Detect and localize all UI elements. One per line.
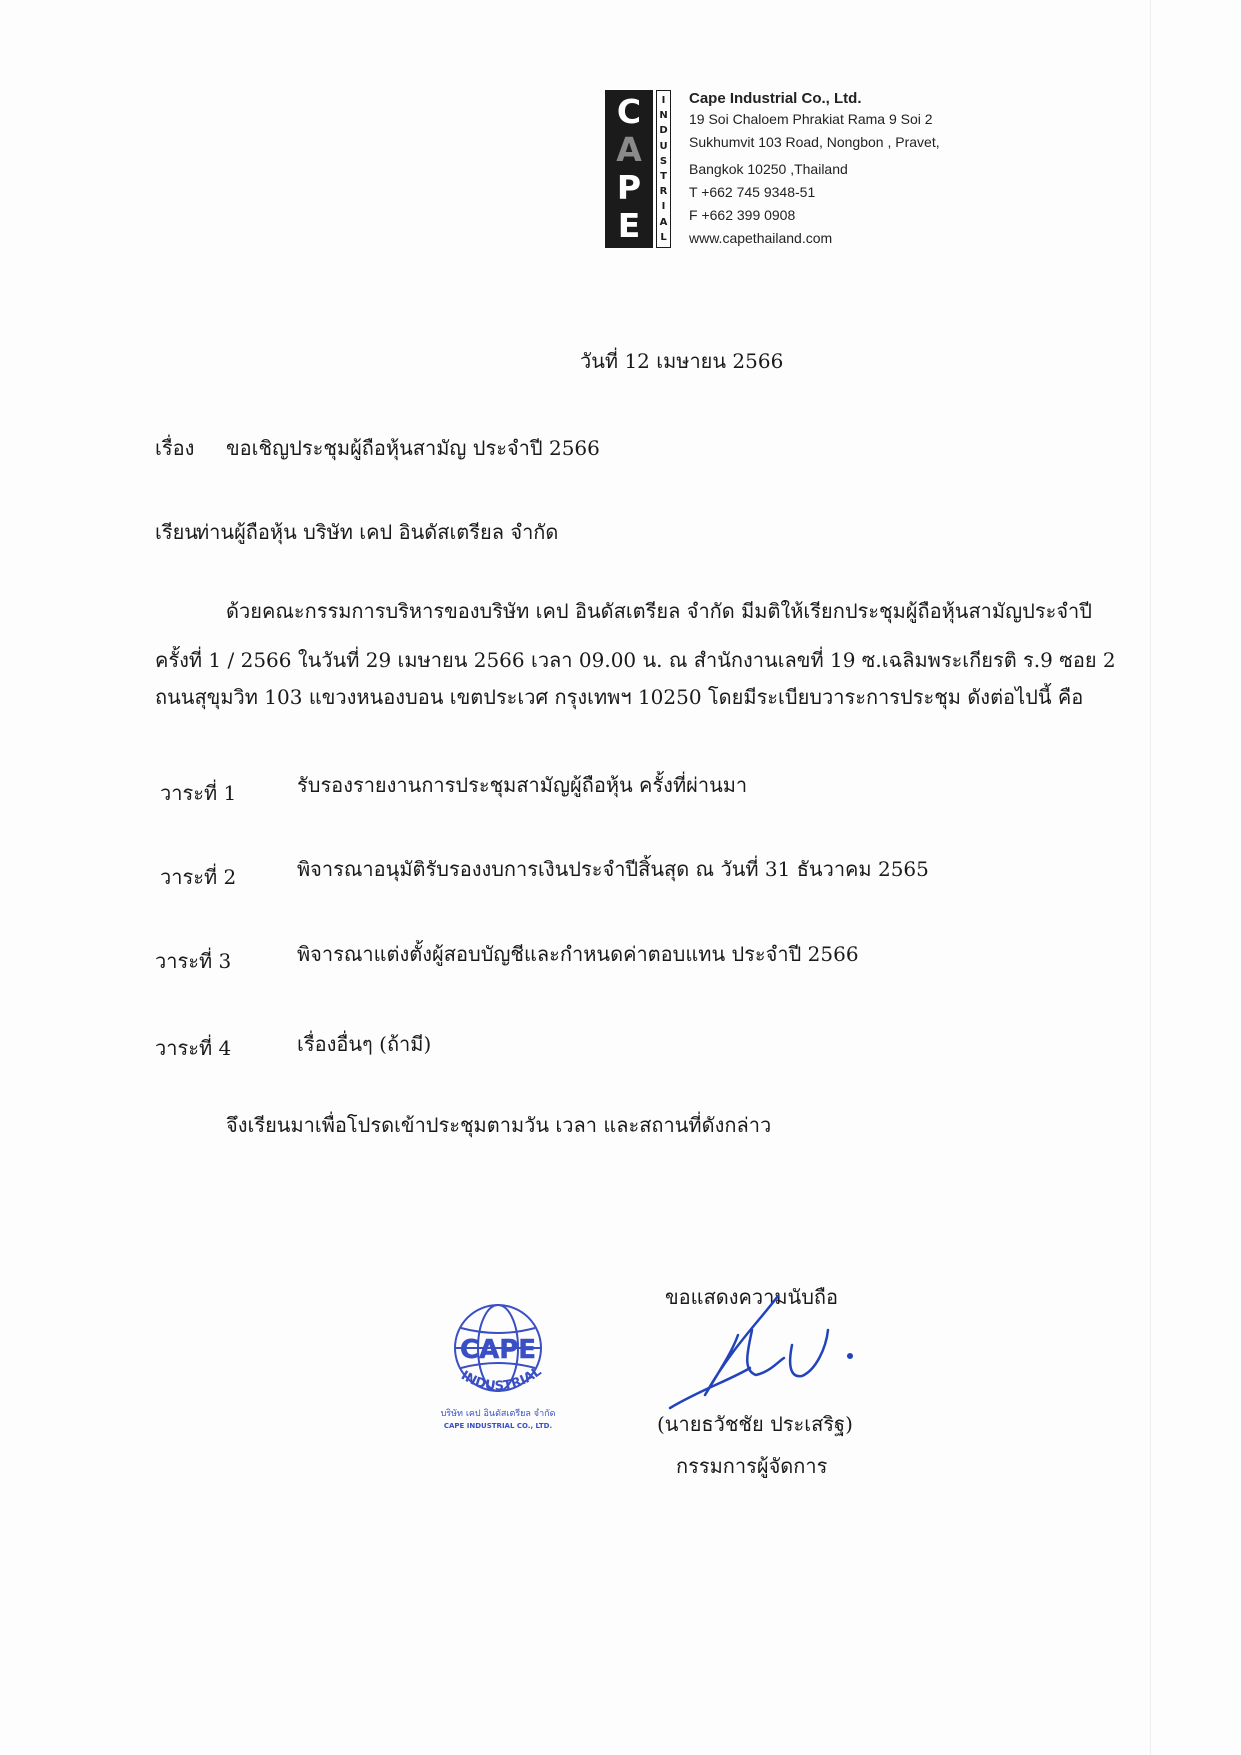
- agenda-text: เรื่องอื่นๆ (ถ้ามี): [297, 1032, 432, 1056]
- address-line: Bangkok 10250 ,Thailand: [689, 161, 848, 177]
- agenda-text: พิจารณาแต่งตั้งผู้สอบบัญชีและกำหนดค่าตอบแทน ประจำปี 2566: [297, 942, 859, 966]
- closing-text: จึงเรียนมาเพื่อโปรดเข้าประชุมตามวัน เวลา และสถานที่ดังกล่าว: [226, 1113, 772, 1137]
- logo-vertical-letter: U: [659, 140, 668, 152]
- agenda-label: วาระที่ 1: [160, 781, 237, 805]
- handwritten-signature: [660, 1290, 870, 1420]
- recipient-text: ท่านผู้ถือหุ้น บริษัท เคป อินดัสเตรียล จำกัด: [196, 520, 559, 544]
- signer-name: (นายธวัชชัย ประเสริฐ): [657, 1412, 853, 1436]
- logo-vertical-letter: L: [660, 231, 667, 243]
- address-line: Sukhumvit 103 Road, Nongbon , Pravet,: [689, 134, 940, 150]
- agenda-text: พิจารณาอนุมัติรับรองงบการเงินประจำปีสิ้นสุด ณ วันที่ 31 ธันวาคม 2565: [297, 857, 929, 881]
- subject-label: เรื่อง: [155, 436, 195, 460]
- body-line: ครั้งที่ 1 / 2566 ในวันที่ 29 เมษายน 2566 เวลา 09.00 น. ณ สำนักงานเลขที่ 19 ซ.เฉลิมพระเกียรติ ร.9 ซอย 2: [155, 648, 1116, 672]
- agenda-label: วาระที่ 3: [155, 949, 232, 973]
- logo-vertical-letter: N: [659, 110, 668, 122]
- company-phone: T +662 745 9348-51: [689, 184, 816, 200]
- agenda-text: รับรองรายงานการประชุมสามัญผู้ถือหุ้น ครั้งที่ผ่านมา: [297, 773, 748, 797]
- logo-vertical-letter: A: [659, 216, 668, 228]
- recipient-label: เรียน: [155, 520, 198, 544]
- stamp-thai-text: บริษัท เคป อินดัสเตรียล จำกัด: [440, 1409, 556, 1419]
- logo-vertical-letter: R: [659, 186, 668, 198]
- company-stamp: [408, 1298, 568, 1438]
- logo-letter: C: [616, 92, 642, 131]
- agenda-label: วาระที่ 2: [160, 865, 237, 889]
- logo-letter: P: [616, 168, 642, 207]
- logo-vertical-letter: D: [659, 125, 668, 137]
- letter-date: วันที่ 12 เมษายน 2566: [580, 349, 784, 373]
- address-line: 19 Soi Chaloem Phrakiat Rama 9 Soi 2: [689, 111, 933, 127]
- company-address-block: [689, 90, 940, 250]
- logo-letter: E: [617, 206, 641, 245]
- logo-vertical-letter: T: [660, 171, 667, 183]
- stamp-logo-text: CAPE: [459, 1335, 537, 1365]
- agenda-label: วาระที่ 4: [155, 1036, 232, 1060]
- logo-vertical-letter: I: [661, 95, 666, 107]
- signer-title: กรรมการผู้จัดการ: [676, 1454, 828, 1478]
- svg-text:INDUSTRIAL: [458, 1364, 544, 1394]
- logo-industrial-text: [656, 90, 671, 248]
- logo-letter: A: [616, 130, 642, 169]
- body-line: ด้วยคณะกรรมการบริหารของบริษัท เคป อินดัสเตรียล จำกัด มีมติให้เรียกประชุมผู้ถือหุ้นสามัญประจำปี: [226, 599, 1092, 623]
- logo-vertical-letter: S: [659, 155, 668, 167]
- subject-text: ขอเชิญประชุมผู้ถือหุ้นสามัญ ประจำปี 2566: [226, 436, 600, 460]
- scan-edge-line: [1150, 0, 1151, 1755]
- stamp-arc-text: INDUSTRIAL: [458, 1364, 545, 1395]
- company-website: www.capethailand.com: [689, 230, 833, 246]
- company-fax: F +662 399 0908: [689, 207, 796, 223]
- logo-vertical-letter: I: [661, 201, 666, 213]
- body-line: ถนนสุขุมวิท 103 แขวงหนองบอน เขตประเวศ กรุงเทพฯ 10250 โดยมีระเบียบวาระการประชุม ดังต่อไปนี้ คือ: [155, 685, 1084, 709]
- stamp-english-text: CAPE INDUSTRIAL CO., LTD.: [443, 1422, 553, 1430]
- regards-text: ขอแสดงความนับถือ: [665, 1285, 839, 1309]
- company-name: Cape Industrial Co., Ltd.: [689, 90, 862, 107]
- company-logo: [605, 90, 673, 250]
- logo-letters: [605, 90, 653, 248]
